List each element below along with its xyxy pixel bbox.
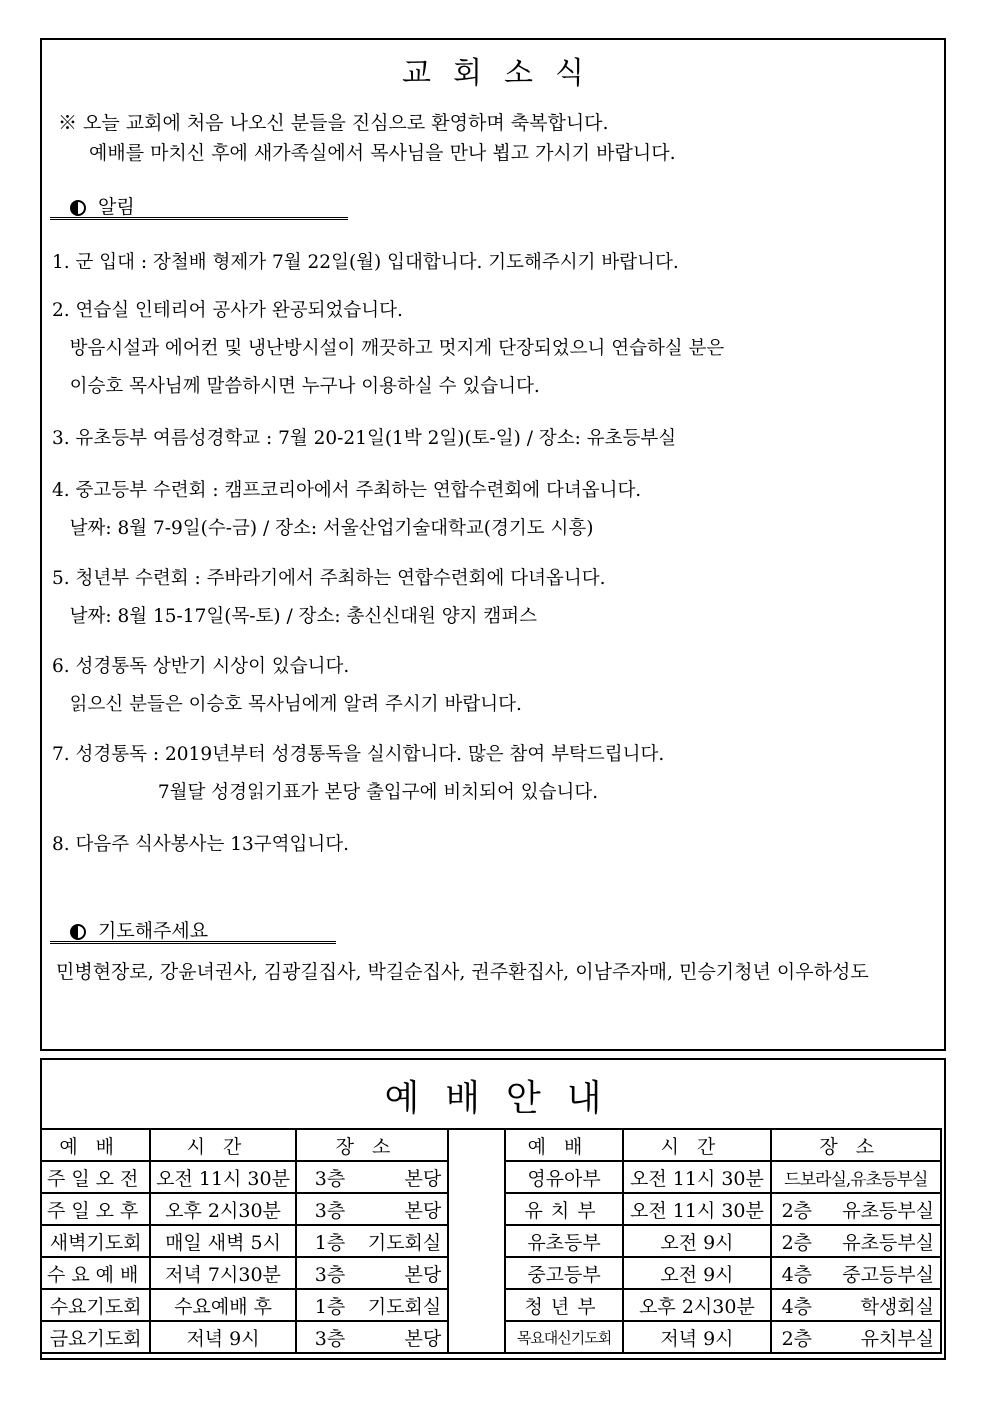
service-time: 매일 새벽 5시 [150,1225,295,1257]
service-name: 수요기도회 [41,1289,150,1321]
table-gap [448,1161,504,1193]
table-gap [448,1289,504,1321]
notice-item: 8. 다음주 식사봉사는 13구역입니다. [52,834,350,855]
table-row [41,1289,941,1321]
table-row [41,1225,941,1257]
service-place [771,1321,941,1353]
place-floor: 1층 [314,1231,346,1254]
header-cell: 예배 [505,1129,624,1161]
service-place [771,1193,941,1225]
place-room: 유초등부실 [850,1169,928,1190]
table-gap [448,1257,504,1289]
service-name: 주일오후 [41,1193,150,1225]
service-name: 청년부 [505,1289,624,1321]
church-news-box [40,38,946,1051]
service-name: 유치부 [505,1193,624,1225]
notice-item: 5. 청년부 수련회 : 주바라기에서 주최하는 연합수련회에 다녀옵니다. [52,568,606,589]
place-floor: 1층 [314,1295,346,1318]
place-floor: 4층 [781,1263,813,1286]
table-row [41,1161,941,1193]
table-gap [448,1321,504,1353]
service-place [296,1193,449,1225]
prayer-heading-label: 기도해주세요 [98,920,209,942]
place-room: 본당 [404,1167,442,1190]
notice-item: 1. 군 입대 : 장철배 형제가 7월 22일(월) 입대합니다. 기도해주시기 바랍니다. [52,252,679,273]
service-time: 오전 11시 30분 [150,1161,295,1193]
service-time: 저녁 9시 [623,1321,770,1353]
notice-heading [50,192,348,220]
header-cell: 예배 [41,1129,150,1161]
service-time: 저녁 7시30분 [150,1257,295,1289]
notice-item: 6. 성경통독 상반기 시상이 있습니다. [52,656,350,677]
notice-item: 7월달 성경읽기표가 본당 출입구에 비치되어 있습니다. [52,782,599,803]
header-cell: 시간 [623,1129,770,1161]
welcome-message [58,108,676,168]
service-time: 저녁 9시 [150,1321,295,1353]
service-name: 목요대신기도회 [505,1321,624,1353]
place-room: 유초등부실 [842,1231,934,1254]
service-time: 수요예배 후 [150,1289,295,1321]
service-place [771,1225,941,1257]
place-room: 기도회실 [367,1231,442,1254]
notice-item: 2. 연습실 인테리어 공사가 완공되었습니다. [52,300,403,321]
table-gap [448,1193,504,1225]
table-gap [448,1129,504,1161]
notice-heading-label: 알림 [98,196,135,218]
notice-item: 7. 성경통독 : 2019년부터 성경통독을 실시합니다. 많은 참여 부탁드립니다. [52,744,665,765]
place-room: 본당 [404,1199,442,1222]
place-room: 본당 [404,1327,442,1350]
place-floor: 3층 [314,1263,346,1286]
service-name: 주일오전 [41,1161,150,1193]
worship-guide-box [40,1058,946,1360]
service-time: 오후 2시30분 [623,1289,770,1321]
service-time: 오전 9시 [623,1225,770,1257]
header-cell: 장소 [771,1129,941,1161]
service-place [296,1257,449,1289]
service-place [296,1225,449,1257]
service-place [296,1289,449,1321]
service-place [771,1289,941,1321]
service-time: 오후 2시30분 [150,1193,295,1225]
worship-schedule-table [40,1128,942,1354]
notice-item: 날짜: 8월 15-17일(목-토) / 장소: 총신신대원 양지 캠퍼스 [52,606,537,627]
service-time: 오전 11시 30분 [623,1193,770,1225]
place-room: 학생회실 [860,1295,934,1318]
place-floor: 드보라실, [784,1169,851,1190]
prayer-heading [50,916,336,944]
service-place [771,1257,941,1289]
notice-item: 3. 유초등부 여름성경학교 : 7월 20-21일(1박 2일)(토-일) / 장소: 유초등부실 [52,428,677,449]
header-cell: 시간 [150,1129,295,1161]
worship-title: 예배안내 [384,1078,628,1119]
notice-item: 방음시설과 에어컨 및 냉난방시설이 깨끗하고 멋지게 단장되었으니 연습하실 분은 [52,338,725,359]
place-floor: 2층 [781,1327,813,1350]
place-floor: 3층 [314,1327,346,1350]
welcome-line-1: ※ 오늘 교회에 처음 나오신 분들을 진심으로 환영하며 축복합니다. [58,112,609,134]
notice-item: 읽으신 분들은 이승호 목사님에게 알려 주시기 바랍니다. [52,694,522,715]
table-gap [448,1225,504,1257]
service-name: 금요기도회 [41,1321,150,1353]
table-row [41,1321,941,1353]
notice-item: 이승호 목사님께 말씀하시면 누구나 이용하실 수 있습니다. [52,376,540,397]
service-name: 수요예배 [41,1257,150,1289]
place-room: 중고등부실 [842,1263,934,1286]
service-place [771,1161,941,1193]
place-floor: 4층 [781,1295,813,1318]
place-room: 유초등부실 [842,1199,934,1222]
service-name: 영유아부 [505,1161,624,1193]
table-row [41,1193,941,1225]
place-room: 기도회실 [367,1295,442,1318]
place-floor: 2층 [781,1231,813,1254]
place-floor: 3층 [314,1167,346,1190]
half-circle-icon [70,924,86,940]
place-room: 본당 [404,1263,442,1286]
service-time: 오전 11시 30분 [623,1161,770,1193]
notice-item: 날짜: 8월 7-9일(수-금) / 장소: 서울산업기술대학교(경기도 시흥) [52,518,594,539]
service-name: 유초등부 [505,1225,624,1257]
service-name: 새벽기도회 [41,1225,150,1257]
header-cell: 장소 [296,1129,449,1161]
service-place [296,1321,449,1353]
place-room: 유치부실 [860,1327,934,1350]
table-row [41,1257,941,1289]
table-header-row [41,1129,941,1161]
welcome-line-2: 예배를 마치신 후에 새가족실에서 목사님을 만나 뵙고 가시기 바랍니다. [89,142,676,164]
half-circle-icon [70,200,86,216]
prayer-list: 민병현장로, 강윤녀권사, 김광길집사, 박길순집사, 권주환집사, 이남주자매, 민승기청년 이우하성도 [56,961,869,983]
service-place [296,1161,449,1193]
service-name: 중고등부 [505,1257,624,1289]
notice-item: 4. 중고등부 수련회 : 캠프코리아에서 주최하는 연합수련회에 다녀옵니다. [52,480,642,501]
news-title: 교회소식 [402,56,606,91]
place-floor: 2층 [781,1199,813,1222]
service-time: 오전 9시 [623,1257,770,1289]
place-floor: 3층 [314,1199,346,1222]
